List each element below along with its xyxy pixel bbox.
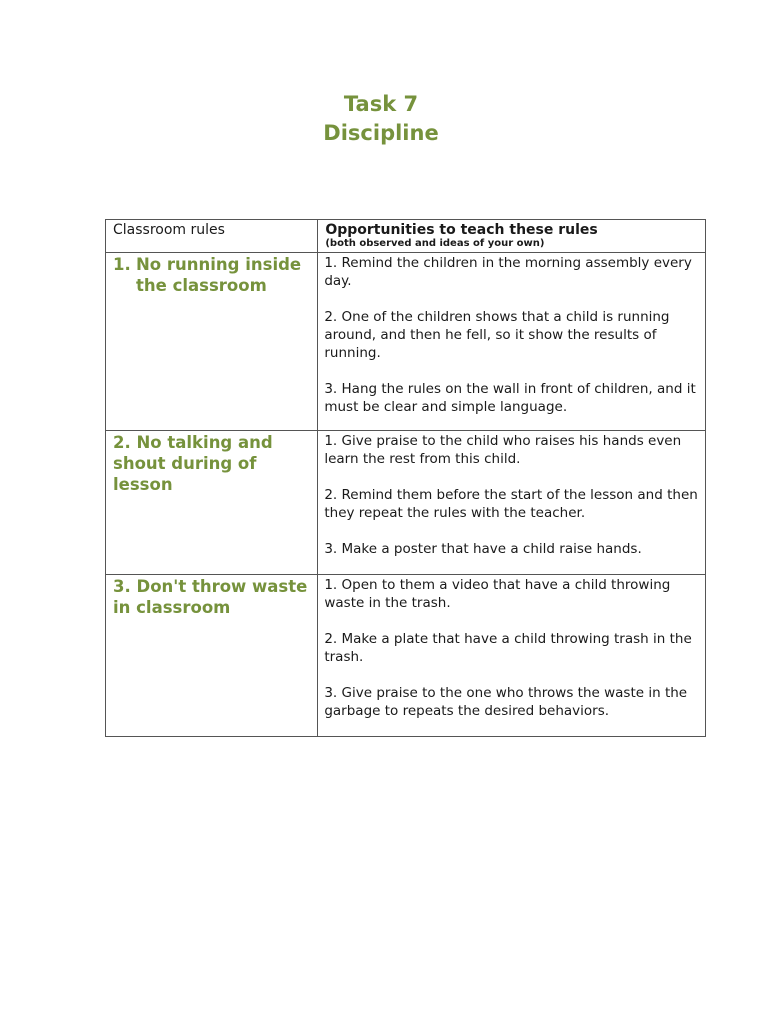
opportunity-item: 1. Open to them a video that have a child throwing waste in the trash. [324, 577, 671, 611]
opportunity-item: 2. Make a plate that have a child throwing trash in the trash. [324, 631, 692, 665]
opportunity-item: 3. Make a poster that have a child raise hands. [324, 541, 642, 557]
opportunity-item: 3. Give praise to the one who throws the waste in the garbage to repeats the desired behaviors. [324, 685, 688, 719]
rule-numbered-item [113, 254, 311, 296]
header-opportunities [318, 220, 706, 253]
rule-cell [106, 575, 318, 737]
rule-number: 1. [113, 255, 131, 274]
header-classroom-rules [106, 220, 318, 253]
rule-text: No running inside the classroom [136, 255, 302, 295]
rule-text: 3. Don't throw waste in classroom [113, 577, 308, 617]
opportunity-item: 3. Hang the rules on the wall in front of children, and it must be clear and simple language. [324, 381, 696, 415]
document-title [0, 90, 768, 148]
opportunity-item: 2. Remind them before the start of the lesson and then they repeat the rules with the teacher. [324, 487, 698, 521]
rule-cell [106, 431, 318, 575]
table-row [106, 575, 706, 737]
header-opportunities-label: Opportunities to teach these rules [325, 222, 598, 238]
opportunities-cell [318, 253, 706, 431]
rule-text: 2. No talking and shout during of lesson [113, 433, 273, 494]
opportunities-cell [318, 431, 706, 575]
header-opportunities-subtitle: (both observed and ideas of your own) [325, 238, 545, 249]
table-row [106, 253, 706, 431]
title-task-number: Task 7 [343, 92, 419, 116]
rules-table [105, 219, 706, 737]
opportunity-item: 1. Give praise to the child who raises his hands even learn the rest from this child. [324, 433, 682, 467]
header-classroom-rules-label: Classroom rules [113, 222, 225, 238]
opportunity-item: 1. Remind the children in the morning assembly every day. [324, 255, 692, 289]
rule-cell [106, 253, 318, 431]
opportunity-item: 2. One of the children shows that a child is running around, and then he fell, so it show the results of running. [324, 309, 670, 361]
table-row [106, 431, 706, 575]
opportunities-cell [318, 575, 706, 737]
table-header-row [106, 220, 706, 253]
title-topic: Discipline [323, 121, 439, 145]
